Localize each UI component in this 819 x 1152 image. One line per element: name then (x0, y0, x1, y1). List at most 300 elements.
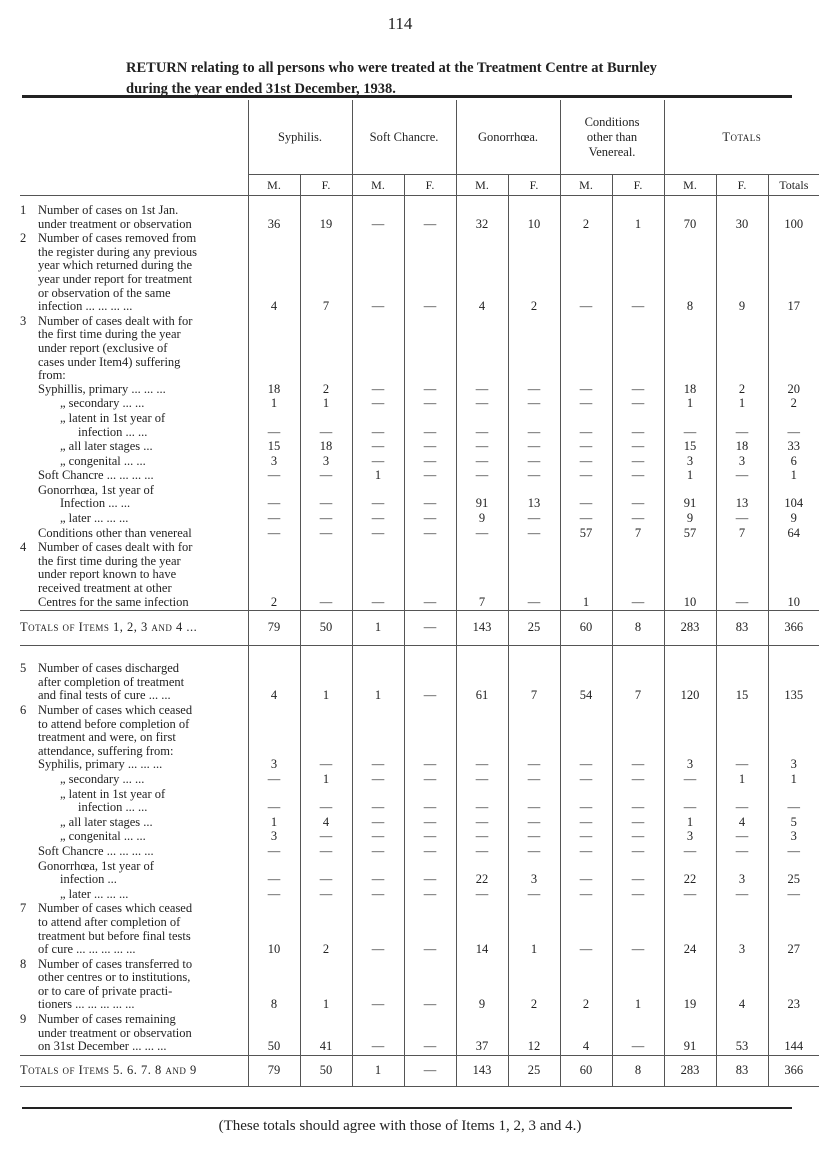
table-row (20, 1013, 819, 1055)
header-other-line-1: Conditions (584, 114, 640, 129)
value-cell: — (248, 888, 300, 903)
value-cell: 30 (716, 196, 768, 233)
value-cell: 7 (716, 527, 768, 542)
title-line-2: during the year ended 31st December, 1938. (126, 81, 396, 97)
value-cell: 70 (664, 196, 716, 233)
value-cell: — (404, 469, 456, 484)
value-cell: 83 (716, 1055, 768, 1086)
value-cell: 1 (560, 541, 612, 610)
value-cell: 1 (352, 1055, 404, 1086)
value-cell: — (352, 412, 404, 440)
value-cell: — (404, 455, 456, 470)
value-cell: — (404, 611, 456, 646)
value-cell: — (612, 860, 664, 888)
value-cell: — (300, 469, 352, 484)
sub-m: M. (560, 175, 612, 196)
value-cell: 4 (456, 232, 508, 315)
row-description-line: Gonorrhœa, 1st year of (38, 858, 154, 873)
value-cell: — (404, 196, 456, 233)
value-cell: 36 (248, 196, 300, 233)
value-cell: — (560, 512, 612, 527)
value-cell: 8 (612, 611, 664, 646)
value-cell: 64 (768, 527, 819, 542)
row-description (20, 773, 248, 788)
value-cell: 1 (248, 816, 300, 831)
value-cell: — (508, 315, 560, 398)
value-cell: — (248, 788, 300, 816)
value-cell: 3 (716, 455, 768, 470)
row-description-line: under treatment or observation (38, 216, 192, 231)
row-description-line: Syphillis, primary ... ... ... (38, 381, 166, 396)
value-cell: 19 (664, 958, 716, 1013)
value-cell: — (404, 484, 456, 512)
value-cell: 4 (716, 958, 768, 1013)
value-cell: 61 (456, 646, 508, 704)
value-cell: — (612, 397, 664, 412)
row-description-line: „ all later stages ... (60, 439, 153, 454)
header-soft-chancre: Soft Chancre. (352, 100, 456, 175)
value-cell: — (404, 845, 456, 860)
row-description-line: to attend before completion of (38, 716, 190, 731)
report-title (126, 58, 657, 100)
value-cell: 135 (768, 646, 819, 704)
return-table (20, 100, 819, 1087)
row-description-line: „ congenital ... ... (60, 829, 146, 844)
value-cell: — (352, 816, 404, 831)
value-cell: 4 (716, 816, 768, 831)
value-cell: 3 (768, 704, 819, 773)
value-cell: 4 (248, 646, 300, 704)
value-cell: — (352, 845, 404, 860)
value-cell: — (508, 469, 560, 484)
value-cell: — (352, 902, 404, 957)
value-cell: — (404, 773, 456, 788)
value-cell: — (404, 440, 456, 455)
value-cell: 22 (456, 860, 508, 888)
value-cell: — (300, 704, 352, 773)
value-cell: — (404, 788, 456, 816)
value-cell: 10 (508, 196, 560, 233)
value-cell: 37 (456, 1013, 508, 1055)
row-description-line: infection ... ... (78, 800, 148, 815)
row-description (20, 527, 248, 542)
value-cell: 4 (300, 816, 352, 831)
value-cell: 17 (768, 232, 819, 315)
value-cell: 1 (352, 611, 404, 646)
table-row (20, 816, 819, 831)
value-cell: — (456, 845, 508, 860)
value-cell: — (352, 958, 404, 1013)
value-cell: — (404, 1013, 456, 1055)
value-cell: 20 (768, 315, 819, 398)
value-cell: 23 (768, 958, 819, 1013)
value-cell: — (612, 773, 664, 788)
value-cell: — (300, 788, 352, 816)
value-cell: — (508, 816, 560, 831)
value-cell: 7 (456, 541, 508, 610)
value-cell: — (716, 888, 768, 903)
value-cell: — (508, 773, 560, 788)
table-row (20, 512, 819, 527)
value-cell: 18 (664, 315, 716, 398)
row-description-line: Number of cases which ceased (38, 901, 193, 916)
value-cell: — (404, 860, 456, 888)
value-cell: 2 (560, 196, 612, 233)
value-cell: — (248, 527, 300, 542)
sub-m: M. (456, 175, 508, 196)
value-cell: 9 (716, 232, 768, 315)
sub-f: F. (716, 175, 768, 196)
row-description-line: „ latent in 1st year of (60, 786, 166, 801)
row-description-line: infection ... (60, 872, 117, 887)
value-cell: 50 (248, 1013, 300, 1055)
value-cell: 4 (248, 232, 300, 315)
value-cell: 1 (716, 773, 768, 788)
table-row (20, 196, 819, 233)
table-row (20, 888, 819, 903)
row-description-line: the register during any previous (38, 244, 197, 259)
value-cell: 9 (768, 512, 819, 527)
value-cell: — (352, 397, 404, 412)
value-cell: — (248, 484, 300, 512)
row-description-line: Syphilis, primary ... ... ... (38, 757, 163, 772)
row-description-line: Infection ... ... (60, 496, 131, 511)
header-other-line-3: Venereal. (588, 144, 636, 159)
row-description-line: „ later ... ... ... (60, 511, 129, 526)
value-cell: — (508, 440, 560, 455)
sub-f: F. (612, 175, 664, 196)
row-description (20, 704, 248, 773)
value-cell: 54 (560, 646, 612, 704)
value-cell: 366 (768, 1055, 819, 1086)
value-cell: 18 (248, 315, 300, 398)
header-other-line-2: other than (586, 129, 638, 144)
value-cell: 1 (352, 646, 404, 704)
value-cell: 2 (716, 315, 768, 398)
value-cell: — (508, 397, 560, 412)
value-cell: — (404, 830, 456, 845)
value-cell: 1 (612, 196, 664, 233)
row-description (20, 541, 248, 610)
row-description (20, 232, 248, 315)
value-cell: — (248, 860, 300, 888)
value-cell: 7 (612, 646, 664, 704)
row-description-line: „ congenital ... ... (60, 453, 146, 468)
value-cell: 15 (664, 440, 716, 455)
value-cell: — (456, 773, 508, 788)
value-cell: — (716, 704, 768, 773)
value-cell: — (352, 196, 404, 233)
value-cell: — (248, 469, 300, 484)
value-cell: — (560, 412, 612, 440)
value-cell: — (248, 512, 300, 527)
value-cell: — (612, 232, 664, 315)
item-number: 7 (20, 901, 27, 916)
row-description-line: Number of cases discharged (38, 661, 180, 676)
footnote: (These totals should agree with those of Items 1, 2, 3 and 4.) (218, 1118, 582, 1134)
row-description (20, 315, 248, 398)
value-cell: — (560, 455, 612, 470)
row-description (20, 860, 248, 888)
row-description-line: or observation of the same (38, 285, 171, 300)
value-cell: — (456, 830, 508, 845)
value-cell: 2 (560, 958, 612, 1013)
value-cell: 3 (664, 830, 716, 845)
value-cell: — (404, 397, 456, 412)
value-cell: 24 (664, 902, 716, 957)
row-description (20, 830, 248, 845)
table-row (20, 958, 819, 1013)
table-row (20, 440, 819, 455)
value-cell: 8 (612, 1055, 664, 1086)
row-description-line: of cure ... ... ... ... ... (38, 942, 136, 957)
value-cell: 15 (248, 440, 300, 455)
value-cell: 3 (768, 830, 819, 845)
value-cell: 3 (716, 902, 768, 957)
value-cell: — (300, 830, 352, 845)
value-cell: — (248, 412, 300, 440)
value-cell: 1 (300, 958, 352, 1013)
row-description-line: Totals of Items 5. 6. 7. 8 and 9 (20, 1062, 197, 1077)
row-description (20, 646, 248, 704)
value-cell: 1 (248, 397, 300, 412)
value-cell: — (508, 541, 560, 610)
row-description (20, 455, 248, 470)
value-cell: 6 (768, 455, 819, 470)
row-description-line: Gonorrhœa, 1st year of (38, 482, 154, 497)
value-cell: 57 (664, 527, 716, 542)
value-cell: 3 (248, 455, 300, 470)
row-description (20, 397, 248, 412)
value-cell: — (664, 845, 716, 860)
value-cell: 143 (456, 1055, 508, 1086)
row-description-line: or to care of private practi- (38, 983, 173, 998)
value-cell: 100 (768, 196, 819, 233)
value-cell: — (352, 315, 404, 398)
row-description (20, 196, 248, 233)
value-cell: 3 (300, 455, 352, 470)
row-description-line: cases under Item4) suffering (38, 354, 181, 369)
value-cell: — (352, 830, 404, 845)
table-row (20, 412, 819, 440)
value-cell: 9 (664, 512, 716, 527)
row-description (20, 845, 248, 860)
value-cell: 3 (664, 704, 716, 773)
value-cell: — (300, 527, 352, 542)
value-cell: 2 (768, 397, 819, 412)
value-cell: 1 (768, 469, 819, 484)
table-row (20, 469, 819, 484)
value-cell: 10 (768, 541, 819, 610)
row-description (20, 902, 248, 957)
value-cell: — (404, 315, 456, 398)
value-cell: 1 (352, 469, 404, 484)
sub-totals: Totals (768, 175, 819, 196)
value-cell: 27 (768, 902, 819, 957)
value-cell: — (560, 469, 612, 484)
value-cell: — (456, 888, 508, 903)
value-cell: — (456, 788, 508, 816)
value-cell: — (664, 412, 716, 440)
value-cell: 1 (300, 773, 352, 788)
item-number: 8 (20, 956, 27, 971)
value-cell: — (768, 888, 819, 903)
value-cell: — (560, 888, 612, 903)
item-number: 1 (20, 203, 27, 217)
value-cell: — (612, 512, 664, 527)
value-cell: — (612, 541, 664, 610)
value-cell: 14 (456, 902, 508, 957)
row-description (20, 440, 248, 455)
value-cell: — (404, 888, 456, 903)
value-cell: — (560, 484, 612, 512)
value-cell: 19 (300, 196, 352, 233)
value-cell: — (508, 455, 560, 470)
corner-header (20, 100, 248, 196)
value-cell: — (768, 845, 819, 860)
value-cell: 22 (664, 860, 716, 888)
value-cell: — (404, 232, 456, 315)
row-description (20, 888, 248, 903)
value-cell: — (508, 412, 560, 440)
value-cell: 57 (560, 527, 612, 542)
row-description-line: Number of cases dealt with for (38, 313, 193, 328)
row-description-line: attendance, suffering from: (38, 743, 174, 758)
header-other-conditions (560, 100, 664, 175)
value-cell: — (768, 412, 819, 440)
value-cell: — (768, 788, 819, 816)
value-cell: — (352, 788, 404, 816)
value-cell: 7 (508, 646, 560, 704)
value-cell: — (716, 788, 768, 816)
value-cell: — (352, 440, 404, 455)
row-description-line: Number of cases removed from (38, 231, 197, 246)
value-cell: — (456, 704, 508, 773)
value-cell: — (456, 315, 508, 398)
value-cell: — (456, 397, 508, 412)
value-cell: 4 (560, 1013, 612, 1055)
value-cell: 144 (768, 1013, 819, 1055)
value-cell: 3 (716, 860, 768, 888)
value-cell: 91 (664, 1013, 716, 1055)
value-cell: — (300, 845, 352, 860)
value-cell: 25 (768, 860, 819, 888)
value-cell: — (508, 830, 560, 845)
value-cell: — (612, 1013, 664, 1055)
value-cell: — (612, 830, 664, 845)
row-description-line: Totals of Items 1, 2, 3 and 4 ... (20, 619, 198, 634)
sub-f: F. (508, 175, 560, 196)
value-cell: — (664, 788, 716, 816)
value-cell: — (352, 704, 404, 773)
value-cell: 1 (612, 958, 664, 1013)
row-description-line: other centres or to institutions, (38, 970, 191, 985)
value-cell: 1 (716, 397, 768, 412)
row-description-line: the first time during the year (38, 553, 181, 568)
header-totals: Totals (664, 100, 819, 175)
table-row (20, 232, 819, 315)
value-cell: 1 (508, 902, 560, 957)
row-description-line: „ latent in 1st year of (60, 410, 166, 425)
table-row (20, 902, 819, 957)
value-cell: — (300, 860, 352, 888)
row-description-line: treatment and were, on first (38, 730, 176, 745)
header-gonorrhoea: Gonorrhœa. (456, 100, 560, 175)
value-cell: — (612, 440, 664, 455)
value-cell: 283 (664, 611, 716, 646)
item-number: 3 (20, 313, 27, 328)
value-cell: — (612, 484, 664, 512)
table-row (20, 704, 819, 773)
row-description-line: the first time during the year (38, 327, 181, 342)
sub-m: M. (248, 175, 300, 196)
value-cell: — (664, 773, 716, 788)
value-cell: 2 (300, 902, 352, 957)
item-number: 2 (20, 231, 27, 246)
value-cell: 9 (456, 512, 508, 527)
value-cell: — (560, 845, 612, 860)
row-description-line: under report known to have (38, 567, 177, 582)
value-cell: — (404, 816, 456, 831)
value-cell: — (456, 455, 508, 470)
row-description-line: „ later ... ... ... (60, 886, 129, 901)
value-cell: 3 (248, 830, 300, 845)
value-cell: — (404, 902, 456, 957)
header-syphilis: Syphilis. (248, 100, 352, 175)
table-row (20, 773, 819, 788)
totals-label (20, 1055, 248, 1086)
table-row (20, 484, 819, 512)
value-cell: 1 (664, 469, 716, 484)
value-cell: 143 (456, 611, 508, 646)
value-cell: 60 (560, 1055, 612, 1086)
row-description-line: Soft Chancre ... ... ... ... (38, 468, 154, 483)
value-cell: — (716, 845, 768, 860)
top-rule (22, 95, 792, 98)
value-cell: — (352, 541, 404, 610)
value-cell: 5 (768, 816, 819, 831)
value-cell: — (716, 541, 768, 610)
value-cell: — (300, 484, 352, 512)
table-row (20, 788, 819, 816)
value-cell: — (300, 512, 352, 527)
value-cell: 91 (456, 484, 508, 512)
value-cell: — (664, 888, 716, 903)
value-cell: — (404, 512, 456, 527)
value-cell: 10 (664, 541, 716, 610)
row-description (20, 512, 248, 527)
value-cell: — (560, 232, 612, 315)
value-cell: — (352, 512, 404, 527)
row-description-line: Number of cases remaining (38, 1012, 176, 1027)
table-row (20, 541, 819, 610)
value-cell: 41 (300, 1013, 352, 1055)
row-description-line: Soft Chancre ... ... ... ... (38, 843, 154, 858)
value-cell: 3 (664, 455, 716, 470)
value-cell: — (456, 469, 508, 484)
sub-m: M. (352, 175, 404, 196)
table-row (20, 455, 819, 470)
value-cell: 7 (300, 232, 352, 315)
table-row (20, 646, 819, 704)
value-cell: — (248, 845, 300, 860)
value-cell: — (248, 773, 300, 788)
value-cell: — (508, 788, 560, 816)
value-cell: 18 (300, 440, 352, 455)
value-cell: 1 (664, 816, 716, 831)
sub-f: F. (404, 175, 456, 196)
row-description (20, 816, 248, 831)
